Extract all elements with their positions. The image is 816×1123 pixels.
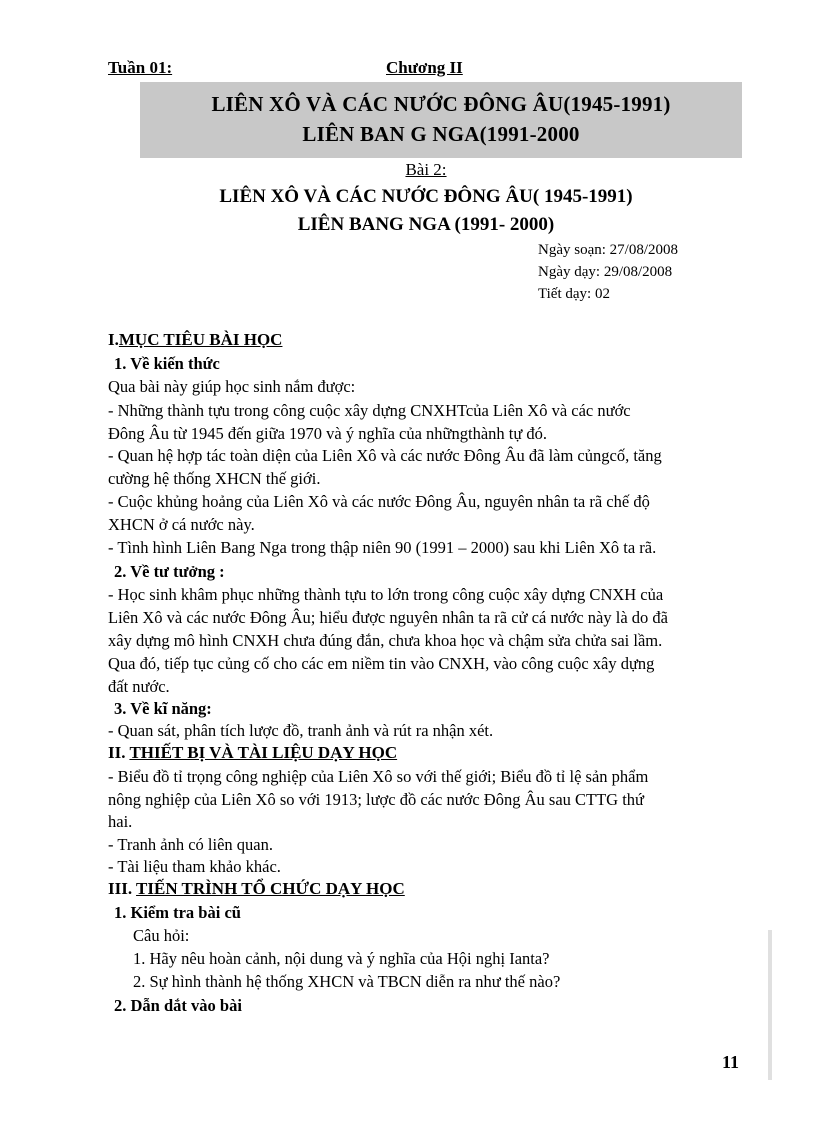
knowledge-line: - Những thành tựu trong công cuộc xây dựng CNXHTcủa Liên Xô và các nước: [108, 401, 631, 420]
week-label: Tuần 01:: [108, 58, 173, 77]
lesson-number: Bài 2:: [405, 160, 447, 179]
equipment-line: hai.: [108, 812, 133, 831]
section-2-prefix: II.: [108, 743, 130, 762]
section-2-title: THIẾT BỊ VÀ TÀI LIỆU DẠY HỌC: [129, 743, 398, 762]
banner-title-line1: LIÊN XÔ VÀ CÁC NƯỚC ĐÔNG ÂU(1945-1991): [211, 92, 671, 116]
question-item: 2. Sự hình thành hệ thống XHCN và TBCN diễn ra như thế nào?: [133, 972, 561, 991]
knowledge-line: XHCN ở cá nước này.: [108, 515, 255, 534]
knowledge-line: Qua bài này giúp học sinh nắm được:: [108, 377, 356, 396]
period: Tiết dạy: 02: [538, 286, 610, 302]
section-1-title: MỤC TIÊU BÀI HỌC: [118, 330, 283, 349]
margin-line: [768, 930, 772, 1080]
knowledge-line: - Quan hệ hợp tác toàn diện của Liên Xô và các nước Đông Âu đã làm củngcố, tăng: [108, 446, 662, 465]
equipment-line: - Biểu đồ tỉ trọng công nghiệp của Liên Xô so với thế giới; Biểu đồ tỉ lệ sản phẩm: [108, 767, 649, 786]
thought-line: xây dựng mô hình CNXH chưa đúng đắn, chưa khoa học và chậm sửa chửa sai lầm.: [108, 631, 663, 650]
section-1-sub-skills: 3. Về kĩ năng:: [114, 699, 212, 718]
question-label: Câu hỏi:: [133, 926, 190, 945]
lesson-title-line2: LIÊN BANG NGA (1991- 2000): [297, 214, 555, 235]
section-3-heading: [108, 879, 405, 899]
section-1-sub-thought: 2. Về tư tưởng :: [114, 562, 225, 581]
equipment-line: - Tài liệu tham khảo khác.: [108, 857, 281, 876]
page-number: 11: [722, 1052, 740, 1072]
thought-line: Qua đó, tiếp tục củng cố cho các em niềm tin vào CNXH, vào công cuộc xây dựng: [108, 654, 655, 673]
section-3-sub-intro: 2. Dẫn dắt vào bài: [114, 996, 242, 1015]
section-3-sub-review: 1. Kiểm tra bài cũ: [114, 903, 241, 922]
section-3-prefix: III.: [108, 879, 137, 898]
thought-line: đất nước.: [108, 677, 170, 696]
prep-date: Ngày soạn: 27/08/2008: [538, 242, 678, 258]
skills-line: - Quan sát, phân tích lược đồ, tranh ảnh và rút ra nhận xét.: [108, 721, 494, 740]
equipment-line: nông nghiệp của Liên Xô so với 1913; lược đồ các nước Đông Âu sau CTTG thứ: [108, 790, 644, 809]
banner-title-line2: LIÊN BAN G NGA(1991-2000: [302, 122, 580, 146]
knowledge-line: - Tình hình Liên Bang Nga trong thập niên 90 (1991 – 2000) sau khi Liên Xô ta rã.: [108, 538, 657, 557]
question-item: 1. Hãy nêu hoàn cảnh, nội dung và ý nghĩa của Hội nghị Ianta?: [133, 949, 550, 968]
section-1-heading: [108, 330, 282, 350]
knowledge-line: Đông Âu từ 1945 đến giữa 1970 và ý nghĩa của nhữngthành tự đó.: [108, 424, 548, 443]
thought-line: Liên Xô và các nước Đông Âu; hiểu được nguyên nhân ta rã cử cá nước này là do đã: [108, 608, 668, 627]
knowledge-line: cường hệ thống XHCN thế giới.: [108, 469, 321, 488]
section-2-heading: [108, 743, 397, 763]
section-3-title: TIẾN TRÌNH TỔ CHỨC DẠY HỌC: [136, 879, 405, 898]
lesson-title-line1: LIÊN XÔ VÀ CÁC NƯỚC ĐÔNG ÂU( 1945-1991): [219, 186, 633, 207]
section-1-prefix: I.: [108, 330, 119, 349]
thought-line: - Học sinh khâm phục những thành tựu to lớn trong công cuộc xây dựng CNXH của: [108, 585, 664, 604]
equipment-line: - Tranh ảnh có liên quan.: [108, 835, 273, 854]
section-1-sub-knowledge: 1. Về kiến thức: [114, 354, 220, 373]
chapter-label: Chương II: [386, 58, 463, 77]
teach-date: Ngày dạy: 29/08/2008: [538, 264, 673, 280]
knowledge-line: - Cuộc khủng hoảng của Liên Xô và các nước Đông Âu, nguyên nhân ta rã chế độ: [108, 492, 650, 511]
